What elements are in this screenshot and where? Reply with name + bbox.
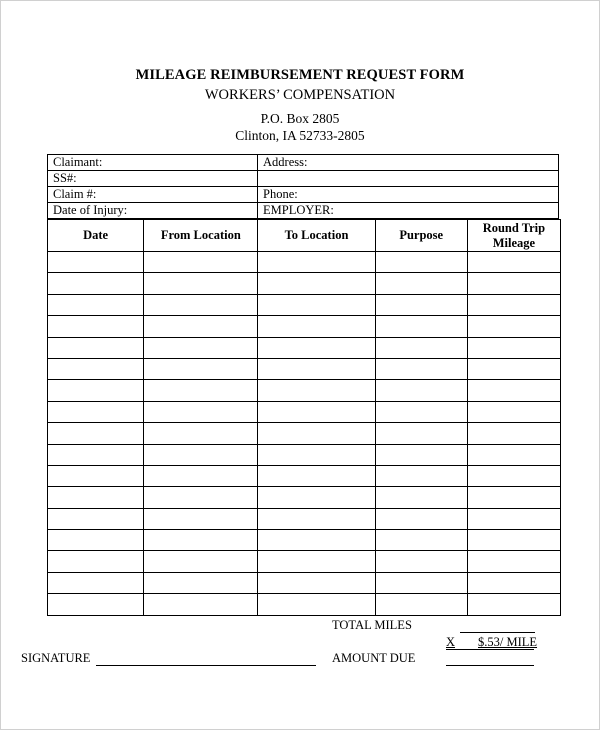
form-title: MILEAGE REIMBURSEMENT REQUEST FORM	[135, 67, 465, 83]
table-cell[interactable]	[144, 294, 258, 315]
table-row	[48, 358, 561, 379]
table-cell[interactable]	[48, 572, 144, 593]
table-cell[interactable]	[258, 530, 375, 551]
total-miles-label: TOTAL MILES	[332, 618, 412, 632]
table-cell[interactable]	[467, 273, 560, 294]
rate-multiplier: X	[446, 635, 456, 649]
table-cell[interactable]	[375, 444, 467, 465]
table-cell[interactable]	[375, 487, 467, 508]
table-cell[interactable]	[48, 465, 144, 486]
table-cell[interactable]	[144, 487, 258, 508]
table-cell[interactable]	[48, 551, 144, 572]
table-cell[interactable]	[258, 444, 375, 465]
table-row	[48, 572, 561, 593]
table-cell[interactable]	[48, 530, 144, 551]
column-header-date: Date	[48, 220, 144, 252]
table-cell[interactable]	[467, 487, 560, 508]
table-cell[interactable]	[48, 273, 144, 294]
table-cell[interactable]	[144, 316, 258, 337]
amount-due-line[interactable]	[446, 665, 534, 666]
column-header-purpose: Purpose	[375, 220, 467, 252]
table-cell[interactable]	[48, 487, 144, 508]
table-cell[interactable]	[258, 316, 375, 337]
table-cell[interactable]	[467, 316, 560, 337]
table-row	[48, 380, 561, 401]
table-cell[interactable]	[144, 401, 258, 422]
table-cell[interactable]	[144, 273, 258, 294]
table-cell[interactable]	[467, 401, 560, 422]
table-cell[interactable]	[375, 572, 467, 593]
table-cell[interactable]	[48, 508, 144, 529]
table-cell[interactable]	[258, 572, 375, 593]
table-cell[interactable]	[375, 594, 467, 615]
table-cell[interactable]	[375, 358, 467, 379]
table-cell[interactable]	[467, 380, 560, 401]
mileage-table-body	[48, 252, 561, 616]
table-cell[interactable]	[144, 465, 258, 486]
injury-date-field[interactable]: Date of Injury:	[48, 203, 258, 219]
table-cell[interactable]	[467, 530, 560, 551]
table-cell[interactable]	[144, 444, 258, 465]
table-cell[interactable]	[375, 465, 467, 486]
table-row	[48, 401, 561, 422]
table-cell[interactable]	[467, 337, 560, 358]
table-cell[interactable]	[258, 401, 375, 422]
table-cell[interactable]	[375, 316, 467, 337]
claim-number-field[interactable]: Claim #:	[48, 187, 258, 203]
table-cell[interactable]	[144, 337, 258, 358]
table-cell[interactable]	[258, 358, 375, 379]
column-header-from-location: From Location	[144, 220, 258, 252]
table-row	[48, 337, 561, 358]
total-miles-line[interactable]	[460, 632, 535, 633]
table-cell[interactable]	[467, 508, 560, 529]
table-cell[interactable]	[144, 358, 258, 379]
table-cell[interactable]	[48, 358, 144, 379]
table-cell[interactable]	[467, 358, 560, 379]
table-cell[interactable]	[375, 337, 467, 358]
table-cell[interactable]	[258, 337, 375, 358]
table-cell[interactable]	[467, 551, 560, 572]
table-row	[48, 252, 561, 273]
table-cell[interactable]	[258, 594, 375, 615]
table-cell[interactable]	[467, 594, 560, 615]
table-cell[interactable]	[48, 316, 144, 337]
table-cell[interactable]	[144, 530, 258, 551]
table-cell[interactable]	[258, 487, 375, 508]
claimant-field[interactable]: Claimant:	[48, 155, 258, 171]
table-cell[interactable]	[467, 444, 560, 465]
rate-underline	[446, 649, 534, 650]
table-cell[interactable]	[375, 252, 467, 273]
table-row	[48, 508, 561, 529]
table-row	[48, 423, 561, 444]
ssn-field[interactable]: SS#:	[48, 171, 258, 187]
table-row	[48, 273, 561, 294]
table-cell[interactable]	[48, 423, 144, 444]
table-cell[interactable]	[467, 572, 560, 593]
table-cell[interactable]	[375, 423, 467, 444]
table-cell[interactable]	[144, 572, 258, 593]
table-row	[48, 551, 561, 572]
address-field-line2[interactable]	[258, 171, 559, 187]
table-row	[48, 444, 561, 465]
table-cell[interactable]	[48, 252, 144, 273]
table-cell[interactable]	[48, 594, 144, 615]
table-cell[interactable]	[258, 380, 375, 401]
table-cell[interactable]	[144, 423, 258, 444]
table-cell[interactable]	[467, 294, 560, 315]
amount-due-label: AMOUNT DUE	[332, 651, 416, 665]
signature-line[interactable]	[96, 665, 316, 666]
mileage-table	[47, 219, 561, 616]
table-cell[interactable]	[375, 380, 467, 401]
table-cell[interactable]	[375, 551, 467, 572]
table-cell[interactable]	[258, 294, 375, 315]
table-cell[interactable]	[144, 380, 258, 401]
table-row	[48, 487, 561, 508]
table-cell[interactable]	[375, 294, 467, 315]
table-cell[interactable]	[258, 273, 375, 294]
table-cell[interactable]	[258, 465, 375, 486]
address-field[interactable]: Address:	[258, 155, 559, 171]
table-row	[48, 530, 561, 551]
po-box: P.O. Box 2805	[260, 111, 340, 126]
table-cell[interactable]	[258, 252, 375, 273]
table-cell[interactable]	[375, 508, 467, 529]
rate-per-mile: $.53/ MILE	[478, 635, 538, 649]
table-row	[48, 465, 561, 486]
table-cell[interactable]	[375, 530, 467, 551]
table-cell[interactable]	[48, 294, 144, 315]
claimant-info-table	[47, 154, 559, 219]
table-cell[interactable]	[467, 465, 560, 486]
table-cell[interactable]	[258, 508, 375, 529]
table-cell[interactable]	[467, 252, 560, 273]
table-cell[interactable]	[144, 551, 258, 572]
table-cell[interactable]	[144, 594, 258, 615]
table-cell[interactable]	[144, 252, 258, 273]
table-cell[interactable]	[375, 401, 467, 422]
table-cell[interactable]	[258, 551, 375, 572]
table-cell[interactable]	[144, 508, 258, 529]
table-row	[48, 594, 561, 615]
phone-field[interactable]: Phone:	[258, 187, 559, 203]
table-cell[interactable]	[48, 401, 144, 422]
signature-label: SIGNATURE	[21, 651, 91, 665]
employer-field[interactable]: EMPLOYER:	[258, 203, 559, 219]
table-cell[interactable]	[48, 337, 144, 358]
form-subtitle: WORKERS’ COMPENSATION	[204, 87, 396, 103]
table-cell[interactable]	[467, 423, 560, 444]
column-header-round-trip-mileage: Round Trip Mileage	[467, 220, 560, 252]
table-cell[interactable]	[375, 273, 467, 294]
table-cell[interactable]	[258, 423, 375, 444]
city-state-zip: Clinton, IA 52733-2805	[235, 128, 365, 143]
column-header-to-location: To Location	[258, 220, 375, 252]
table-cell[interactable]	[48, 444, 144, 465]
table-cell[interactable]	[48, 380, 144, 401]
table-row	[48, 316, 561, 337]
table-row	[48, 294, 561, 315]
